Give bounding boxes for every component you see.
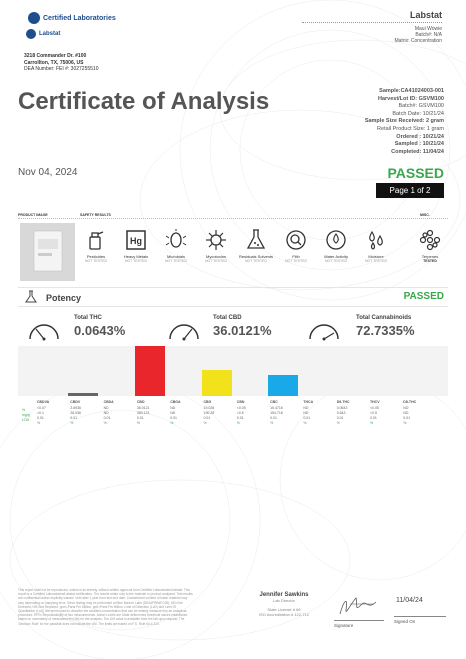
- row-label-lod: LOD: [22, 418, 30, 422]
- column-value-v3: 0.01: [170, 416, 177, 420]
- column-value-v2: <0.5: [236, 411, 244, 415]
- column-value-v4: %: [370, 421, 374, 425]
- column-value-v2: <0.1: [37, 411, 44, 415]
- signed-on-label: Signed On: [394, 619, 416, 624]
- safety-label: Water Activity: [323, 254, 349, 259]
- column-name: D8-THC: [403, 400, 417, 404]
- total-cbd-label: Total CBD: [213, 315, 242, 321]
- company-name: Certified Laboratories: [43, 14, 116, 22]
- column-value-v1: ND: [303, 406, 309, 410]
- product-image-header: PRODUCT IMAGE: [18, 213, 48, 217]
- column-name: CBGA: [170, 400, 181, 404]
- column-value-v4: %: [203, 421, 207, 425]
- column-name: D9-THC: [336, 400, 350, 404]
- column-value-v1: ND: [170, 406, 176, 410]
- column-value-v4: %: [136, 421, 141, 425]
- virus-icon: [204, 228, 228, 252]
- column-value-v1: 36.0121: [136, 406, 150, 410]
- signed-on-line: [394, 616, 446, 617]
- column-value-v3: 0.01: [336, 416, 344, 420]
- product-name: Maui Wowie: [414, 26, 442, 32]
- column-value-v2: ND: [403, 411, 409, 415]
- column-name: THCA: [303, 400, 314, 404]
- bar-cbc: [268, 375, 298, 397]
- bar-cbg: [202, 370, 232, 397]
- potency-bar-area: [18, 346, 448, 396]
- total-thc-label: Total THC: [74, 315, 102, 321]
- column-value-v4: %: [170, 421, 174, 425]
- column-value-v1: <0.05: [236, 406, 246, 410]
- safety-status: NOT TESTED: [284, 259, 308, 263]
- safety-label: Heavy Metals: [123, 254, 149, 259]
- column-value-v3: 0.01: [37, 416, 44, 420]
- column-value-v2: 0.643: [336, 411, 346, 415]
- safety-item-filth: [276, 228, 316, 263]
- safety-label: Terpenes: [421, 254, 439, 259]
- column-value-v4: %: [236, 421, 240, 425]
- svg-text:Hg: Hg: [130, 236, 142, 246]
- column-name: CBD: [136, 400, 145, 404]
- safety-item-moisture: [356, 228, 396, 263]
- lab-logo-icon: [26, 29, 36, 39]
- column-name: CBDA: [103, 400, 114, 404]
- column-name: CBDVA: [37, 400, 50, 404]
- misc-header: MISC.: [420, 213, 430, 217]
- column-value-v2: 26.936: [70, 411, 82, 415]
- column-value-v3: 0.01: [103, 416, 111, 420]
- column-name: CBG: [203, 400, 212, 404]
- client-block: [302, 10, 442, 44]
- page-indicator: Page 1 of 2: [376, 183, 444, 198]
- column-value-v2: 190.28: [203, 411, 215, 415]
- droplets-icon: [364, 228, 388, 252]
- signed-date: 11/04/24: [396, 597, 423, 604]
- column-value-v4: %: [336, 421, 340, 425]
- completed-date: Completed: 11/04/24: [391, 148, 444, 155]
- product-package-icon: [20, 223, 75, 281]
- column-value-v4: %: [37, 421, 41, 425]
- column-value-v3: 0.01: [70, 416, 78, 420]
- safety-status: NOT TESTED: [204, 259, 228, 263]
- safety-status: NOT TESTED: [164, 259, 188, 263]
- flask-icon: [244, 228, 268, 252]
- address-line-1: 3218 Commander Dr. #100: [24, 53, 87, 59]
- safety-item-microbials: [156, 228, 196, 263]
- product-image: [20, 223, 75, 281]
- safety-label: Moisture: [368, 254, 384, 259]
- company-logo-icon: [28, 12, 40, 24]
- bar-cbd: [135, 346, 165, 396]
- safety-label: Filth: [292, 254, 300, 259]
- license-1: State License # 66: [267, 607, 301, 612]
- cbd-gauge-icon: [166, 315, 202, 343]
- safety-label: Residuals Solvents: [238, 254, 274, 259]
- row-label-percent: %: [22, 408, 26, 412]
- safety-label: Mycotoxins: [205, 254, 226, 259]
- batch-date: Batch Date: 10/21/24: [392, 110, 444, 117]
- batch-number: Batch#: GSVM100: [398, 103, 444, 110]
- sampled-date: Sampled : 10/21/24: [394, 141, 444, 148]
- column-values: [370, 406, 379, 426]
- column-name: THCV: [370, 400, 380, 404]
- column-value-v4: %: [103, 421, 107, 425]
- safety-item-mycotoxins: [196, 228, 236, 263]
- signer-name: Jennifer Sawkins: [259, 592, 309, 598]
- column-value-v1: 19.028: [203, 406, 215, 410]
- total-thc-value: 0.0643%: [74, 323, 126, 338]
- page-title: Certificate of Analysis: [18, 88, 270, 115]
- column-value-v3: 0.01: [136, 416, 144, 420]
- ordered-date: Ordered : 10/21/24: [396, 133, 444, 140]
- column-value-v1: ND: [403, 406, 409, 410]
- column-value-v3: 0.01: [236, 416, 244, 420]
- column-value-v1: 15.4716: [270, 406, 283, 410]
- safety-item-water-activity: [316, 228, 356, 263]
- spray-bottle-icon: [84, 228, 108, 252]
- column-values: [303, 406, 310, 426]
- report-date: Nov 04, 2024: [18, 167, 78, 178]
- column-value-v1: <0.05: [370, 406, 379, 410]
- row-labels: [22, 408, 30, 423]
- column-value-v2: ND: [170, 411, 176, 415]
- signer-block: [244, 592, 324, 617]
- column-values: [170, 406, 177, 426]
- column-value-v4: %: [70, 421, 74, 425]
- column-value-v2: ND: [303, 411, 309, 415]
- lab-logo-name: Labstat: [39, 31, 61, 37]
- column-values: [104, 406, 111, 426]
- bar-cbdv: [68, 393, 98, 397]
- column-name: CBC: [270, 400, 278, 404]
- client-batch: Batch#: N/A: [415, 32, 442, 38]
- column-name: CBN: [236, 400, 245, 404]
- matrix: Matrix: Concentration: [394, 38, 442, 44]
- total-cbd-value: 36.0121%: [213, 323, 272, 338]
- safety-status: TESTED: [423, 259, 437, 263]
- potency-title: Potency: [46, 293, 82, 303]
- sample-size: Sample Size Received: 2 gram: [364, 118, 444, 125]
- column-value-v4: %: [303, 421, 307, 425]
- signature-image: [334, 592, 384, 620]
- safety-status: NOT TESTED: [84, 259, 108, 263]
- safety-status: NOT TESTED: [324, 259, 348, 263]
- microbe-icon: [164, 228, 188, 252]
- safety-status: NOT TESTED: [364, 259, 388, 263]
- total-cannabinoids-label: Total Cannabinoids: [356, 315, 412, 321]
- safety-status: NOT TESTED: [244, 259, 268, 263]
- column-value-v1: <0.07: [37, 406, 46, 410]
- address-line-2: Carrollton, TX, 75006, US: [24, 59, 84, 66]
- column-value-v3: 0.01: [403, 416, 411, 420]
- thc-gauge-icon: [26, 315, 62, 343]
- column-value-v1: 0.0643: [336, 406, 348, 410]
- column-value-v2: 360.121: [136, 411, 150, 415]
- address-block: [24, 53, 99, 73]
- column-value-v3: 0.01: [203, 416, 211, 420]
- column-values: [204, 406, 215, 426]
- column-value-v3: 0.01: [303, 416, 311, 420]
- column-values: [403, 406, 410, 426]
- column-values: [337, 406, 348, 426]
- license-2: ISO Accreditation # 122-712: [258, 612, 310, 617]
- harvest-lot: Harvest/Lot ID: GSVM100: [377, 95, 444, 102]
- column-values: [137, 406, 150, 426]
- retail-size: Retail Product Size: 1 gram: [377, 125, 444, 132]
- column-name: CBDV: [70, 400, 81, 404]
- column-values: [70, 406, 81, 426]
- safety-status: NOT TESTED: [124, 259, 148, 263]
- column-value-v2: <0.5: [370, 411, 377, 415]
- column-value-v3: 0.01: [270, 416, 277, 420]
- sample-info: [304, 88, 444, 156]
- safety-results-header: SAFETY RESULTS: [80, 213, 111, 217]
- signer-title: Lab Director: [273, 598, 295, 603]
- potency-status: PASSED: [403, 291, 444, 302]
- potency-header: [18, 287, 448, 307]
- dea-number: DEA Number: FEI #: 3027255510: [24, 66, 99, 72]
- column-value-v1: ND: [103, 406, 109, 410]
- disclaimer: This report shall not be reproduced, unless in its entirety, without written approval from Certified Laboratories/Labstat. This report is a Certified Laboratories/Labstat certification. The results relate only to the material or product analyzed. Test results are confidential unless explicitly waived. Void after 1 year from test end date. Cannabinoid content of batch material may vary depending on sampling error. Sieve testing may be performed at Blue Banner Labs (DEA#FRB#FO26). ND=Not Detected, NR=Not Reported, ppm=Parts Per Million, ppb=Parts Per Billion. Limit of Detection (LoD) and Limit Of Quantitation (LoQ) are terms used to describe the smallest concentration that can be reliably measured by an analytical procedure. RPD=Reproducibility of two measurements. Action Levels are State determined threshold values established based on uncertainty of measurement (UM) for the analysis. The UM value is available from the lab upon request. The 'Decision Rule' for the pass/fail does not include the UM. The limits are based on F.S. Rule 64-4.310.: [18, 588, 193, 626]
- flask-icon: [24, 290, 38, 304]
- column-value-v2: ND: [103, 411, 109, 415]
- signature-label: Signature: [334, 623, 354, 628]
- signature-line: [334, 620, 384, 621]
- safety-item-heavy-metals: [116, 228, 156, 263]
- cannabinoids-gauge-icon: [306, 315, 342, 343]
- column-value-v4: %: [270, 421, 274, 425]
- column-values: [37, 406, 46, 426]
- column-values: [237, 406, 246, 426]
- column-values: [270, 406, 283, 426]
- water-gauge-icon: [324, 228, 348, 252]
- sample-id: Sample:CA41024003-001: [379, 88, 444, 94]
- safety-item-terpenes: [410, 228, 450, 263]
- column-value-v2: 154.716: [270, 411, 283, 415]
- safety-label: Microbials: [166, 254, 185, 259]
- column-value-v1: 2.6936: [70, 406, 82, 410]
- safety-label: Pesticides: [86, 254, 106, 259]
- client-name: Labstat: [302, 10, 442, 23]
- safety-item-residuals-solvents: [236, 228, 276, 263]
- row-label-mgg: mg/g: [22, 413, 30, 417]
- lab-logo: [26, 29, 60, 39]
- column-value-v4: %: [403, 421, 407, 425]
- section-divider: [18, 218, 448, 219]
- hg-element-icon: [124, 228, 148, 252]
- overall-status: PASSED: [387, 165, 444, 181]
- safety-item-pesticides: [76, 228, 116, 263]
- company-logo: [28, 12, 116, 24]
- terpene-icon: [418, 228, 442, 252]
- magnifier-icon: [284, 228, 308, 252]
- column-value-v3: 0.01: [370, 416, 377, 420]
- total-cannabinoids-value: 72.7335%: [356, 323, 415, 338]
